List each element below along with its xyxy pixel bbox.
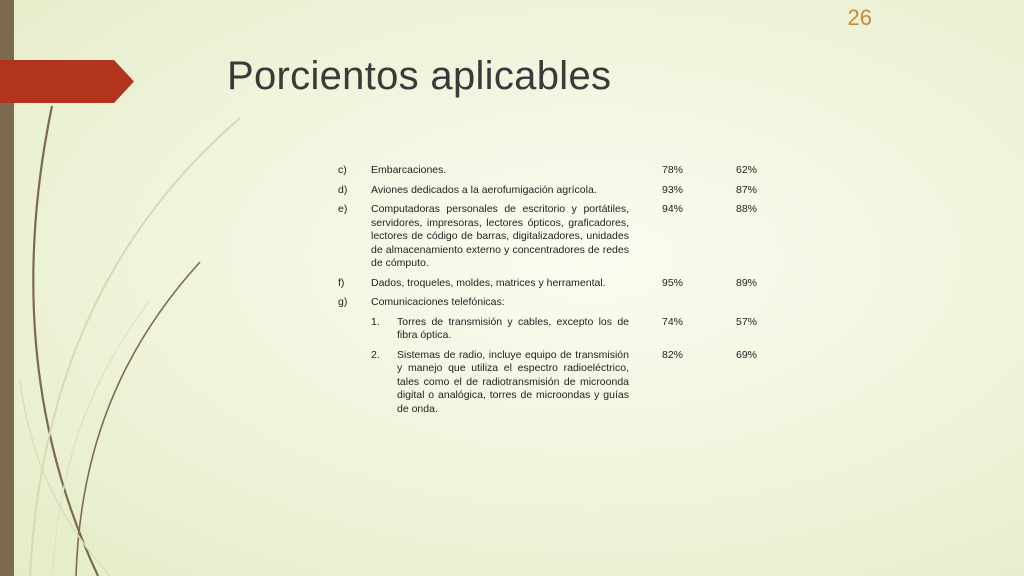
page-title: Porcientos aplicables — [227, 54, 612, 98]
row-value-2 — [736, 292, 796, 312]
table-subrow — [338, 312, 796, 345]
row-letter: g) — [338, 296, 348, 308]
row-description: Comunicaciones telefónicas: — [371, 296, 505, 308]
subrow-number: 2. — [371, 348, 380, 361]
rates-table — [338, 162, 796, 418]
row-value-1: 78% — [662, 164, 684, 176]
table-subrow — [338, 345, 796, 419]
row-letter: c) — [338, 164, 347, 176]
row-value-2: 62% — [736, 164, 758, 176]
subrow-value-1: 74% — [662, 315, 684, 328]
subrow-value-2: 57% — [736, 315, 758, 328]
title-accent-arrow — [0, 60, 134, 103]
row-description: Aviones dedicados a la aerofumigación agrícola. — [371, 183, 597, 196]
row-value-2: 87% — [736, 183, 758, 196]
table-row — [338, 162, 796, 180]
subrow-description: Sistemas de radio, incluye equipo de transmisión y manejo que utiliza el espectro radioeléctrico, tales como el de radiotransmisión de microonda digital o analógica, torres de microondas y guías de onda. — [397, 348, 629, 415]
subrow-value-2: 69% — [736, 348, 758, 361]
subrow-number: 1. — [371, 315, 380, 328]
row-value-1: 95% — [662, 276, 684, 289]
table-row — [338, 273, 796, 293]
table-row — [338, 292, 796, 312]
row-value-2: 88% — [736, 203, 758, 215]
row-value-1 — [629, 292, 736, 312]
row-letter: f) — [338, 276, 345, 289]
row-value-1: 94% — [662, 203, 684, 215]
row-description: Dados, troqueles, moldes, matrices y herramental. — [371, 276, 606, 289]
subrow-description: Torres de transmisión y cables, excepto los de fibra óptica. — [397, 315, 629, 341]
table-row — [338, 180, 796, 200]
subrow-value-1: 82% — [662, 348, 684, 361]
row-value-2: 89% — [736, 276, 758, 289]
row-letter: e) — [338, 203, 348, 215]
page-number: 26 — [847, 5, 872, 30]
row-description: Embarcaciones. — [371, 164, 447, 176]
table-row — [338, 199, 796, 273]
row-value-1: 93% — [662, 183, 684, 196]
row-letter: d) — [338, 183, 348, 196]
row-description: Computadoras personales de escritorio y portátiles, servidores, impresoras, lectores ópticos, graficadores, lectores de código de barras, digitalizadores, unidades de almacenamiento externo y concentradores de redes de cómputo. — [371, 203, 629, 269]
